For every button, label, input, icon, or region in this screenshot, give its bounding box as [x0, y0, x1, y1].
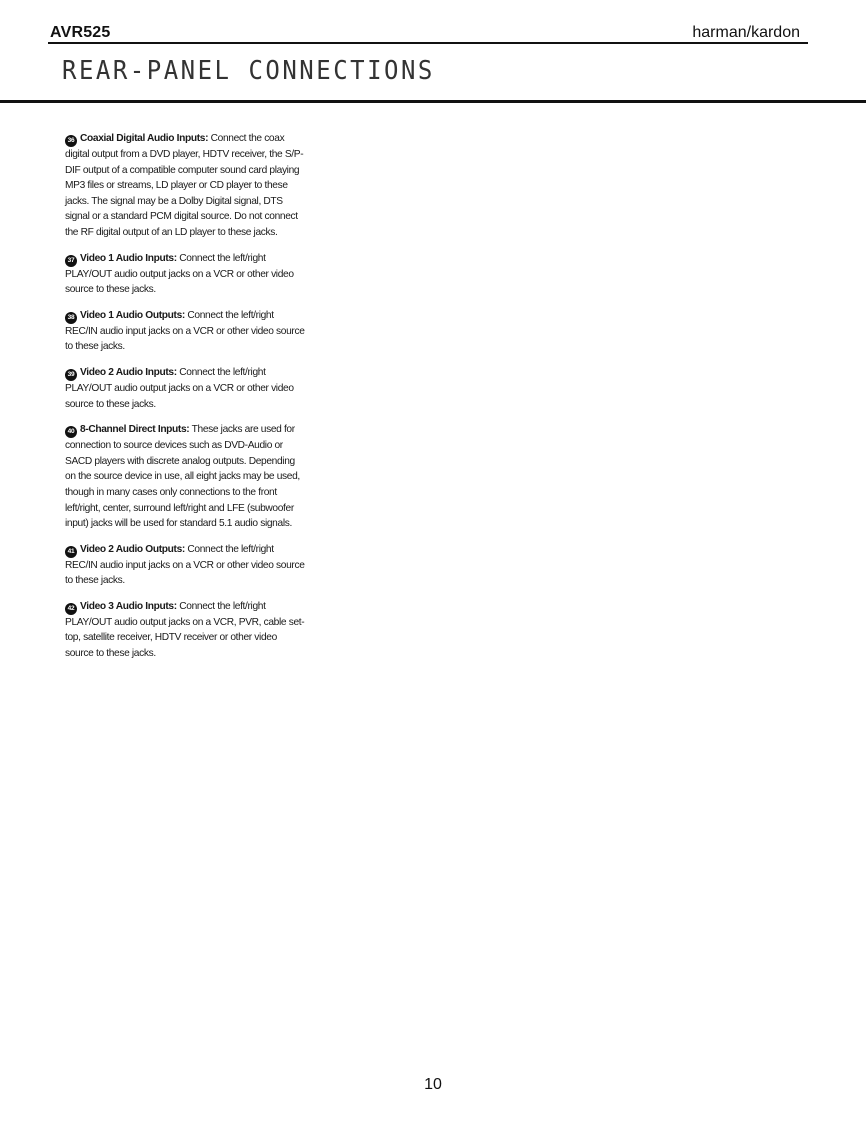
- connection-item: [65, 422, 305, 532]
- item-description: Connect the left/right PLAY/OUT audio output jacks on a VCR, PVR, cable set-top, satellite receiver, HDTV receiver or other video source to these jacks.: [65, 600, 305, 660]
- item-description: Connect the left/right REC/IN audio input jacks on a VCR or other video source to these jacks.: [65, 543, 305, 587]
- item-title: Video 2 Audio Outputs:: [80, 543, 185, 555]
- item-number-badge: 39: [65, 369, 77, 381]
- item-number-badge: 42: [65, 603, 77, 615]
- connection-item: [65, 599, 305, 662]
- item-title: Video 1 Audio Inputs:: [80, 252, 177, 264]
- item-number-badge: 36: [65, 135, 77, 147]
- item-title: Video 2 Audio Inputs:: [80, 366, 177, 378]
- item-number-badge: 38: [65, 312, 77, 324]
- item-title: 8-Channel Direct Inputs:: [80, 424, 190, 436]
- connection-item: [65, 308, 305, 355]
- connection-item: [65, 365, 305, 412]
- item-number-badge: 40: [65, 426, 77, 438]
- item-description: Connect the left/right REC/IN audio input jacks on a VCR or other video source to these jacks.: [65, 309, 305, 353]
- item-title: Video 1 Audio Outputs:: [80, 309, 185, 321]
- brand-name: harman/kardon: [692, 24, 800, 41]
- item-title: Video 3 Audio Inputs:: [80, 600, 177, 612]
- connection-item: [65, 251, 305, 298]
- section-title: REAR-PANEL CONNECTIONS: [62, 55, 435, 86]
- item-description: Connect the left/right PLAY/OUT audio output jacks on a VCR or other video source to these jacks.: [65, 252, 294, 296]
- model-name: AVR525: [50, 24, 111, 41]
- item-number-badge: 37: [65, 255, 77, 267]
- header-divider: [48, 42, 808, 44]
- item-description: Connect the left/right PLAY/OUT audio output jacks on a VCR or other video source to these jacks.: [65, 366, 294, 410]
- item-description: These jacks are used for connection to source devices such as DVD-Audio or SACD players with discrete analog outputs. Depending on the source device in use, all eight jacks may be used, though in many cases only connections to the front left/right, center, surround left/right and LFE (subwoofer input) jacks will be used for standard 5.1 audio signals.: [65, 424, 300, 530]
- page-number: 10: [424, 1076, 442, 1093]
- item-title: Coaxial Digital Audio Inputs:: [80, 133, 209, 144]
- item-description: Connect the coax digital output from a DVD player, HDTV receiver, the S/P-DIF output of a compatible computer sound card playing MP3 files or streams, LD player or CD player to these jacks. The signal may be a Dolby Digital signal, DTS signal or a standard PCM digital source. Do not connect the RF digital output of an LD player to these jacks.: [65, 133, 304, 238]
- item-number-badge: 41: [65, 546, 77, 558]
- connection-item: [65, 542, 305, 589]
- text-column: [65, 131, 305, 672]
- title-divider: [0, 100, 866, 103]
- connection-item: [65, 131, 305, 241]
